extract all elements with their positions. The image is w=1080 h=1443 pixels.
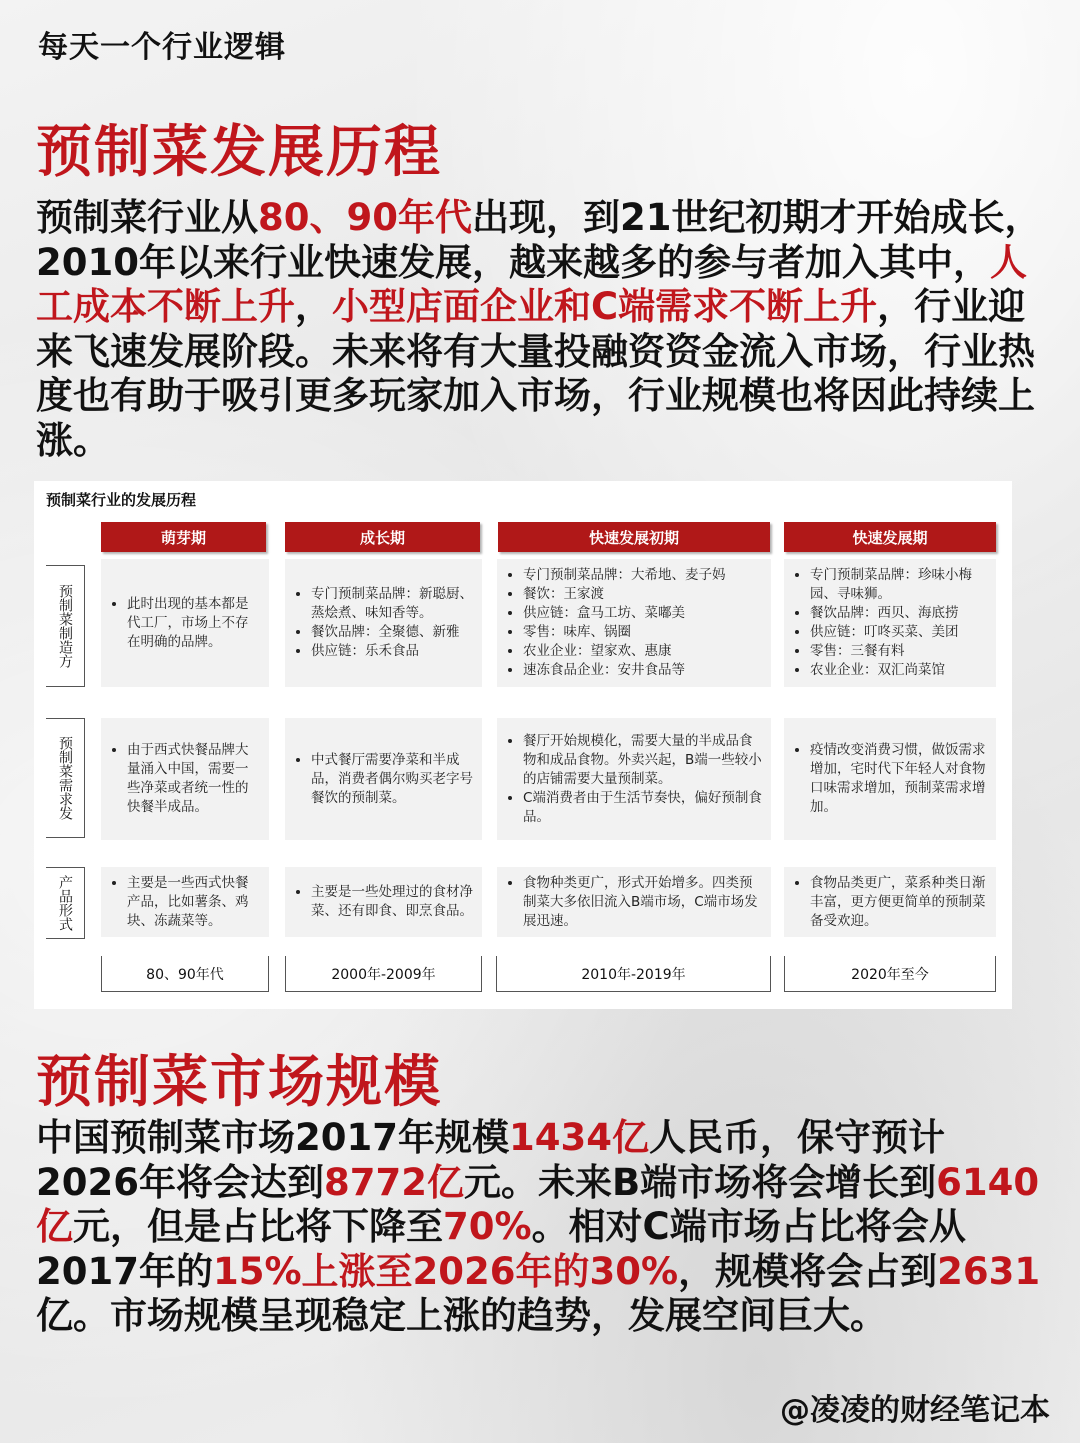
cell-bullet: • 供应链：盒马工坊、菜嘟美 xyxy=(523,604,763,623)
cell-bullet: • 零售：味库、锅圈 xyxy=(523,623,763,642)
timeline-cell xyxy=(497,867,771,937)
highlight-text: 1434亿 xyxy=(508,1116,649,1159)
cell-bullet: • 疫情改变消费习惯，做饭需求增加，宅时代下年轻人对食物口味需求增加，预制菜需求增加。 xyxy=(810,741,988,817)
section-title-market: 预制菜市场规模 xyxy=(36,1050,442,1115)
cell-bullet: • 农业企业：望家欢、惠康 xyxy=(523,642,763,661)
paragraph-text: 元。未来B端市场将会增长到 xyxy=(463,1160,937,1204)
highlight-text: 8772亿 xyxy=(323,1160,464,1204)
cell-bullet: • 专门预制菜品牌：珍味小梅园、寻味狮。 xyxy=(810,566,988,604)
stage-header: 快速发展期 xyxy=(784,522,996,552)
cell-bullet: • 餐饮品牌：西贝、海底捞 xyxy=(810,604,988,623)
cell-bullet: • 中式餐厅需要净菜和半成品，消费者偶尔购买老字号餐饮的预制菜。 xyxy=(311,751,474,808)
stage-header: 快速发展初期 xyxy=(498,522,770,552)
paragraph-text: ，行业迎来飞速发展阶段。未来将有大量投融资资金流入市场，行业热度也有助于吸引更多玩家加入市场，行业规模也将因此持续上涨。 xyxy=(36,285,1035,462)
row-label-demand: 预制菜需求发 xyxy=(46,718,85,838)
period-label: 2010年-2019年 xyxy=(496,956,771,992)
cell-bullet: • 食物品类更广，菜系种类日渐丰富，更方便更简单的预制菜备受欢迎。 xyxy=(810,874,988,931)
cell-bullet: • 餐饮品牌：全聚德、新雅 xyxy=(311,623,474,642)
cell-bullet: • 食物种类更广，形式开始增多。四类预制菜大多依旧流入B端市场，C端市场发展迅速。 xyxy=(523,874,763,931)
cell-bullet: • 零售：三餐有料 xyxy=(810,642,988,661)
timeline-cell xyxy=(285,559,482,687)
timeline-cell xyxy=(497,718,771,840)
highlight-text: 15%上涨至2026年的30% xyxy=(212,1249,679,1293)
highlight-text: 2631 xyxy=(937,1249,1041,1293)
paragraph-text: 人民币，保守预计2026年将会达到 xyxy=(36,1116,945,1204)
highlight-text: 6140亿 xyxy=(36,1160,1040,1248)
highlight-text: 70% xyxy=(443,1205,532,1248)
paragraph-text: ， xyxy=(295,285,332,328)
section-title-history: 预制菜发展历程 xyxy=(36,120,442,185)
development-timeline-figure xyxy=(34,481,1012,1009)
figure-title: 预制菜行业的发展历程 xyxy=(46,491,197,509)
history-paragraph xyxy=(36,196,1046,463)
highlight-text: 小型店面企业和C端需求不断上升 xyxy=(332,285,878,328)
cell-bullet: • 餐饮：王家渡 xyxy=(523,585,763,604)
cell-bullet: • 此时出现的基本都是代工厂，市场上不存在明确的品牌。 xyxy=(127,595,261,652)
stage-header: 成长期 xyxy=(285,522,480,552)
timeline-cell xyxy=(101,867,269,937)
cell-bullet: • 供应链：叮咚买菜、美团 xyxy=(810,623,988,642)
row-label-product: 产品形式 xyxy=(46,867,85,939)
timeline-cell xyxy=(784,867,996,937)
paragraph-text: 。相对C端市场占比将会从2017年的 xyxy=(36,1205,966,1293)
timeline-cell xyxy=(784,718,996,840)
timeline-cell xyxy=(101,718,269,840)
paragraph-text: ，规模将会占到 xyxy=(678,1249,938,1293)
cell-bullet: • 供应链：乐禾食品 xyxy=(311,642,474,661)
cell-bullet: • 主要是一些西式快餐产品，比如薯条、鸡块、冻蔬菜等。 xyxy=(127,874,261,931)
paragraph-text: 预制菜行业从 xyxy=(36,196,258,239)
cell-bullet: • 主要是一些处理过的食材净菜、还有即食、即烹食品。 xyxy=(311,883,474,921)
paragraph-text: 元，但是占比将下降至 xyxy=(73,1205,443,1248)
period-label: 2020年至今 xyxy=(784,956,996,992)
cell-bullet: • 专门预制菜品牌：新聪厨、蒸烩煮、味知香等。 xyxy=(311,585,474,623)
row-label-maker: 预制菜制造方 xyxy=(46,565,85,687)
timeline-cell xyxy=(285,867,482,937)
paragraph-text: 亿。市场规模呈现稳定上涨的趋势，发展空间巨大。 xyxy=(36,1294,887,1337)
author-handle: @凌凌的财经笔记本 xyxy=(780,1393,1050,1428)
highlight-text: 人工成本不断上升 xyxy=(36,240,1027,328)
highlight-text: 80、90年代 xyxy=(258,196,472,239)
cell-bullet: • 农业企业：双汇尚菜馆 xyxy=(810,661,988,680)
period-label: 80、90年代 xyxy=(101,956,269,992)
stage-header: 萌芽期 xyxy=(101,522,266,552)
timeline-cell xyxy=(497,559,771,687)
timeline-cell xyxy=(784,559,996,687)
period-label: 2000年-2009年 xyxy=(285,956,482,992)
cell-bullet: • 速冻食品企业：安井食品等 xyxy=(523,661,763,680)
timeline-cell xyxy=(285,718,482,840)
cell-bullet: • 餐厅开始规模化，需要大量的半成品食物和成品食物。外卖兴起，B端一些较小的店铺需要大量预制菜。 xyxy=(523,732,763,789)
timeline-cell xyxy=(101,559,269,687)
cell-bullet: • 专门预制菜品牌：大希地、麦子妈 xyxy=(523,566,763,585)
cell-bullet: • C端消费者由于生活节奏快，偏好预制食品。 xyxy=(523,789,763,827)
paragraph-text: 出现，到21世纪初期才开始成长，2010年以来行业快速发展，越来越多的参与者加入其中， xyxy=(36,196,1042,284)
cell-bullet: • 由于西式快餐品牌大量涌入中国，需要一些净菜或者统一性的快餐半成品。 xyxy=(127,741,261,817)
series-tag: 每天一个行业逻辑 xyxy=(38,30,286,65)
paragraph-text: 中国预制菜市场2017年规模 xyxy=(36,1116,509,1159)
market-paragraph xyxy=(36,1116,1046,1339)
